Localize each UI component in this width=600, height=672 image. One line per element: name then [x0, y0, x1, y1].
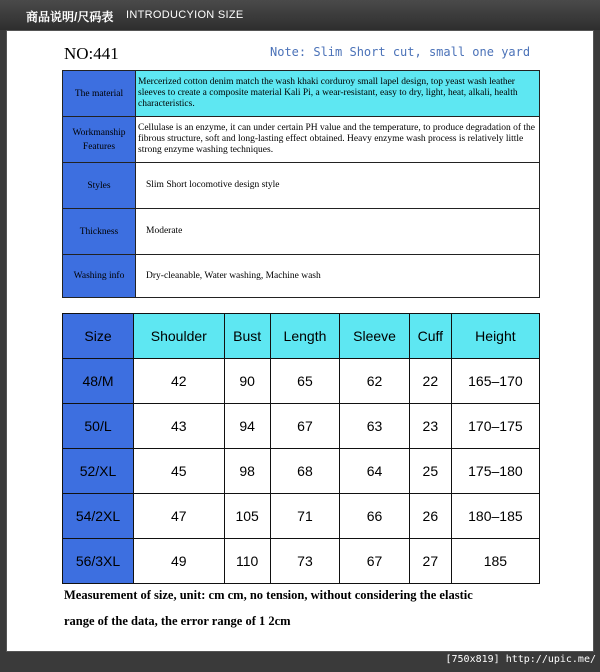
header-cn-title: 商品说明/尺码表 — [26, 10, 114, 24]
table-cell: 26 — [409, 494, 451, 539]
table-cell: 42 — [134, 359, 225, 404]
table-cell: 94 — [224, 404, 270, 449]
size-table — [62, 313, 540, 584]
header-cell: Size — [63, 314, 134, 359]
table-cell: 170–175 — [451, 404, 539, 449]
info-value-thickness: Moderate — [136, 209, 540, 255]
measurement-note-line1: Measurement of size, unit: cm cm, no tension, without considering the elastic — [64, 588, 473, 602]
table-cell: 105 — [224, 494, 270, 539]
size-label: 54/2XL — [63, 494, 134, 539]
info-label-workmanship: Workmanship Features — [63, 117, 136, 163]
header-cell: Length — [270, 314, 340, 359]
table-cell: 110 — [224, 539, 270, 584]
header-cell: Sleeve — [340, 314, 410, 359]
table-cell: 45 — [134, 449, 225, 494]
table-cell: 23 — [409, 404, 451, 449]
table-row — [63, 539, 540, 584]
info-label-thickness: Thickness — [63, 209, 136, 255]
header-cell: Height — [451, 314, 539, 359]
info-row-thickness — [63, 209, 540, 255]
table-cell: 67 — [340, 539, 410, 584]
info-row-workmanship — [63, 117, 540, 163]
table-cell: 43 — [134, 404, 225, 449]
size-label: 50/L — [63, 404, 134, 449]
table-cell: 175–180 — [451, 449, 539, 494]
table-row — [63, 404, 540, 449]
info-value-styles: Slim Short locomotive design style — [136, 163, 540, 209]
size-table-header — [63, 314, 540, 359]
product-number: NO:441 — [64, 44, 119, 63]
header-en-title: INTRODUCYION SIZE — [126, 9, 244, 21]
table-cell: 180–185 — [451, 494, 539, 539]
table-row — [63, 449, 540, 494]
table-cell: 98 — [224, 449, 270, 494]
table-row — [63, 359, 540, 404]
size-label: 48/M — [63, 359, 134, 404]
info-label-washing: Washing info — [63, 255, 136, 298]
info-value-washing: Dry-cleanable, Water washing, Machine wash — [136, 255, 540, 298]
product-info-table — [62, 70, 540, 298]
info-value-workmanship: Cellulase is an enzyme, it can under certain PH value and the temperature, to produce degradation of the fibrous structure, soft and long-lasting effect obtained. Heavy enzyme wash process is relatively little strong enzyme washing techniques. — [136, 117, 540, 163]
table-row — [63, 494, 540, 539]
table-cell: 63 — [340, 404, 410, 449]
table-cell: 27 — [409, 539, 451, 584]
info-row-styles — [63, 163, 540, 209]
info-label-material: The material — [63, 71, 136, 117]
table-cell: 90 — [224, 359, 270, 404]
table-cell: 66 — [340, 494, 410, 539]
table-cell: 64 — [340, 449, 410, 494]
header-cell: Cuff — [409, 314, 451, 359]
table-cell: 71 — [270, 494, 340, 539]
header-cell: Shoulder — [134, 314, 225, 359]
fit-note: Note: Slim Short cut, small one yard — [270, 45, 531, 59]
watermark-text: [750x819] http://upic.me/ — [445, 654, 596, 665]
table-cell: 22 — [409, 359, 451, 404]
measurement-note-line2: range of the data, the error range of 1 2cm — [64, 614, 291, 628]
info-label-styles: Styles — [63, 163, 136, 209]
table-cell: 185 — [451, 539, 539, 584]
info-value-material: Mercerized cotton denim match the wash khaki corduroy small lapel design, top yeast wash leather sleeves to create a composite material Kali Pi, a wear-resistant, easy to dry, light, heat, alkali, health characteristics. — [136, 71, 540, 117]
info-row-washing — [63, 255, 540, 298]
table-cell: 165–170 — [451, 359, 539, 404]
header-cell: Bust — [224, 314, 270, 359]
size-label: 56/3XL — [63, 539, 134, 584]
table-cell: 47 — [134, 494, 225, 539]
table-cell: 25 — [409, 449, 451, 494]
table-cell: 65 — [270, 359, 340, 404]
table-cell: 73 — [270, 539, 340, 584]
size-label: 52/XL — [63, 449, 134, 494]
table-cell: 49 — [134, 539, 225, 584]
table-cell: 68 — [270, 449, 340, 494]
info-row-material — [63, 71, 540, 117]
table-cell: 62 — [340, 359, 410, 404]
top-header-bar — [0, 0, 600, 30]
table-cell: 67 — [270, 404, 340, 449]
